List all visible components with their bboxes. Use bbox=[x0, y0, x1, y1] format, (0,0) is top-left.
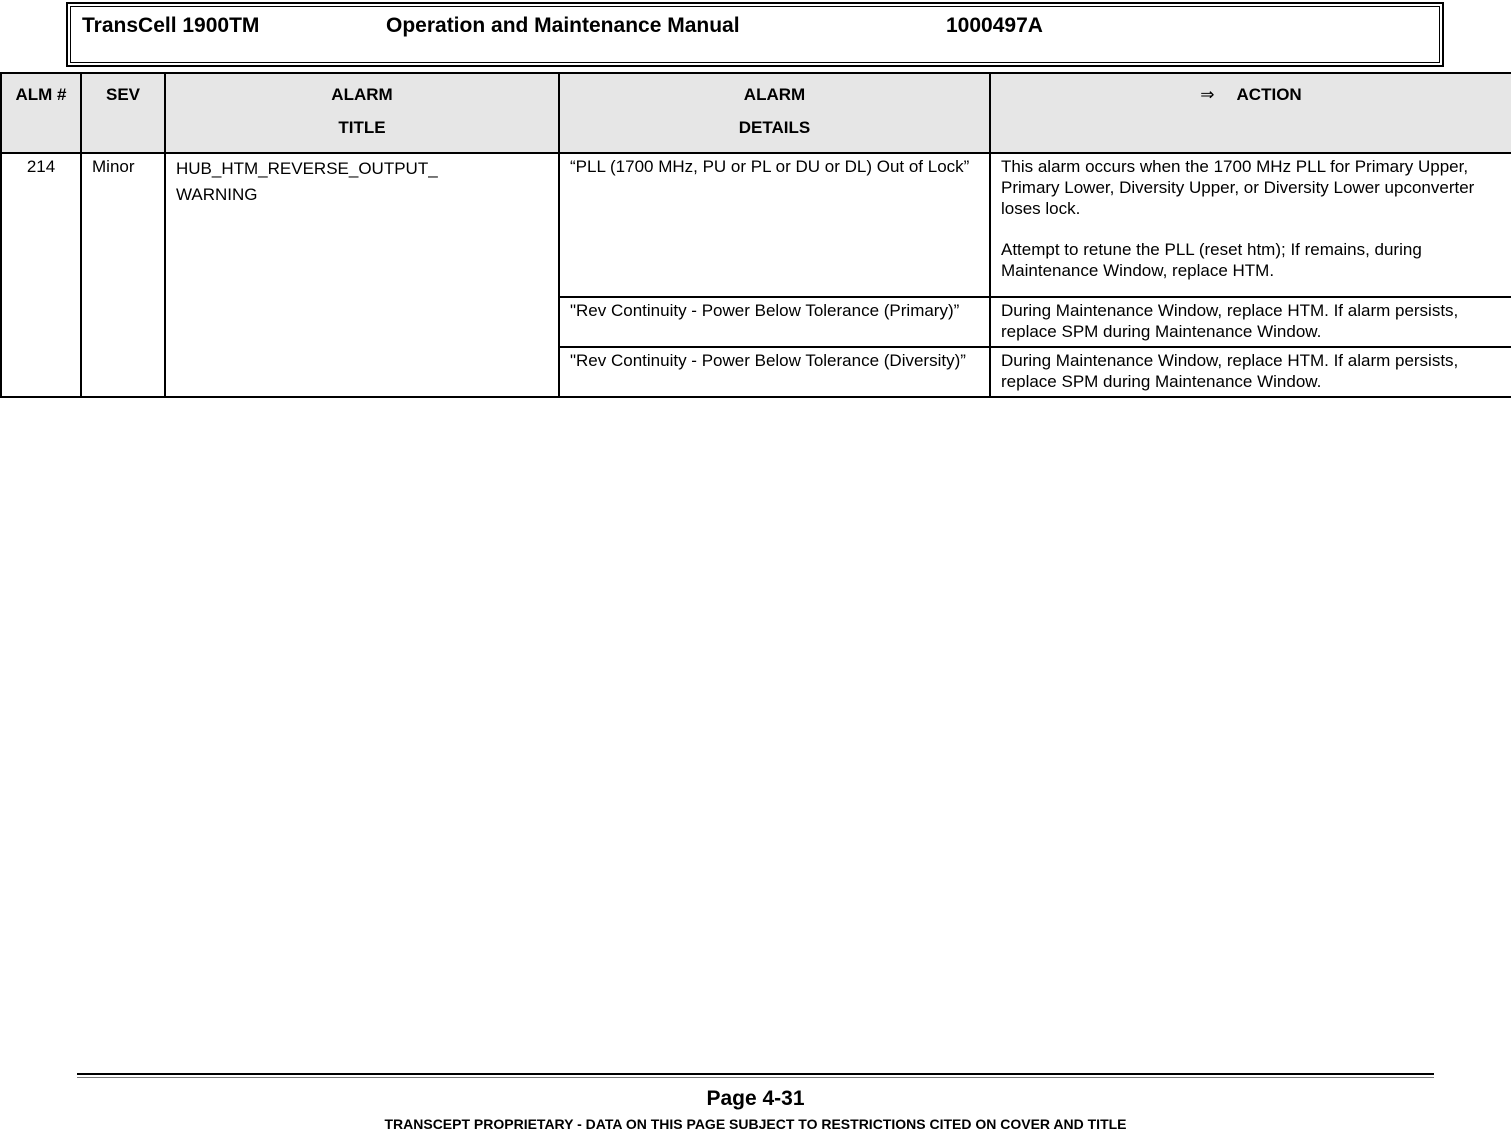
alarm-title bbox=[165, 153, 559, 397]
alarm-detail: “PLL (1700 MHz, PU or PL or DU or DL) Out of Lock” bbox=[559, 153, 990, 297]
alarm-action bbox=[990, 153, 1511, 297]
col-alm-number: ALM # bbox=[1, 73, 81, 153]
header-doc-number: 1000497A bbox=[946, 14, 1043, 37]
header-manual-title: Operation and Maintenance Manual bbox=[386, 14, 740, 37]
arrow-icon: ⇒ bbox=[1200, 85, 1215, 104]
header-product: TransCell 1900TM bbox=[82, 14, 260, 37]
alarm-detail: "Rev Continuity - Power Below Tolerance (Diversity)” bbox=[559, 347, 990, 397]
col-alarm-title-line1: ALARM bbox=[331, 85, 393, 104]
action-paragraph: This alarm occurs when the 1700 MHz PLL for Primary Upper, Primary Lower, Diversity Upper, or Diversity Lower upconverter loses lock. bbox=[1001, 157, 1475, 218]
col-action bbox=[990, 73, 1511, 153]
alarm-table bbox=[0, 72, 1511, 398]
alarm-title-line2: WARNING bbox=[176, 185, 258, 204]
col-alarm-details-line1: ALARM bbox=[743, 85, 806, 104]
alarm-title-line1: HUB_HTM_REVERSE_OUTPUT_ bbox=[176, 159, 438, 178]
proprietary-notice: TRANSCEPT PROPRIETARY - DATA ON THIS PAGE SUBJECT TO RESTRICTIONS CITED ON COVER AND TITLE bbox=[384, 1116, 1127, 1132]
alarm-severity: Minor bbox=[81, 153, 165, 397]
table-row bbox=[1, 153, 1511, 297]
alarm-action: During Maintenance Window, replace HTM. If alarm persists, replace SPM during Maintenance Window. bbox=[990, 347, 1511, 397]
col-alarm-title-line2: TITLE bbox=[338, 118, 386, 137]
action-paragraph: Attempt to retune the PLL (reset htm); If remains, during Maintenance Window, replace HTM. bbox=[1001, 240, 1422, 280]
col-alarm-title bbox=[165, 73, 559, 153]
alarm-action: During Maintenance Window, replace HTM. If alarm persists, replace SPM during Maintenance Window. bbox=[990, 297, 1511, 347]
col-action-label: ACTION bbox=[1236, 85, 1302, 104]
page-header bbox=[66, 2, 1444, 67]
col-alarm-details-line2: DETAILS bbox=[738, 118, 811, 137]
page-number: Page 4-31 bbox=[706, 1087, 805, 1110]
alarm-detail: "Rev Continuity - Power Below Tolerance (Primary)” bbox=[559, 297, 990, 347]
col-alarm-details bbox=[559, 73, 990, 153]
col-severity: SEV bbox=[81, 73, 165, 153]
footer-divider bbox=[77, 1073, 1434, 1075]
alarm-number: 214 bbox=[1, 153, 81, 397]
table-header-row bbox=[1, 73, 1511, 153]
footer-divider bbox=[77, 1077, 1434, 1078]
